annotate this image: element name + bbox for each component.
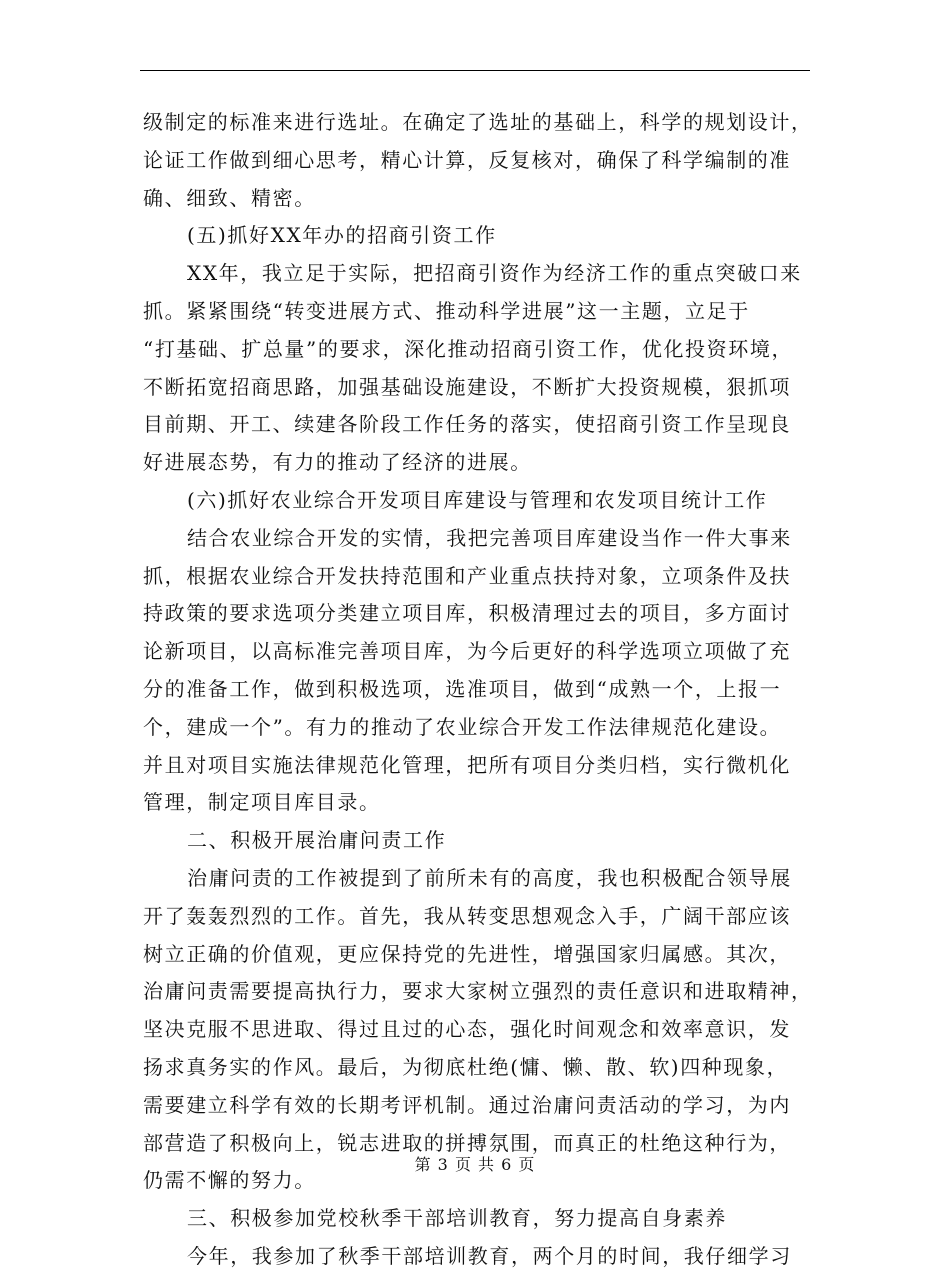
text-line: 三、积极参加党校秋季干部培训教育，努力提高自身素养 [187,1206,727,1231]
text-line: 二、积极开展治庸问责工作 [187,828,447,853]
text-line: 坚决克服不思进取、得过且过的心态，强化时间观念和效率意识，发 [143,1017,791,1042]
text-line: XX年，我立足于实际，把招商引资作为经济工作的重点突破口来 [187,261,802,286]
text-line: 仍需不懈的努力。 [143,1168,316,1193]
text-line: 抓，根据农业综合开发扶持范围和产业重点扶持对象，立项条件及扶 [143,563,791,588]
text-line: 并且对项目实施法律规范化管理，把所有项目分类归档，实行微机化 [143,752,791,777]
text-line: 级制定的标准来进行选址。在确定了选址的基础上，科学的规划设计， [143,110,813,134]
text-line: 树立正确的价值观，更应保持党的先进性，增强国家归属感。其次， [143,941,791,966]
page-number-footer: 第 3 页 共 6 页 [414,1155,536,1174]
text-line: 个，建成一个”。有力的推动了农业综合开发工作法律规范化建设。 [143,714,782,739]
text-line: 需要建立科学有效的长期考评机制。通过治庸问责活动的学习，为内 [143,1092,791,1117]
text-line: 好进展态势，有力的推动了经济的进展。 [143,450,532,475]
text-line: 抓。紧紧围绕“转变进展方式、推动科学进展”这一主题，立足于 [143,298,750,323]
header-rule [140,70,810,71]
text-line: 结合农业综合开发的实情，我把完善项目库建设当作一件大事来 [187,525,792,550]
text-line: 论证工作做到细心思考，精心计算，反复核对，确保了科学编制的准 [143,147,791,172]
text-line: 论新项目，以高标准完善项目库，为今后更好的科学选项立项做了充 [143,639,791,664]
text-line: 确、细致、精密。 [143,185,316,210]
text-line: 不断拓宽招商思路，加强基础设施建设，不断扩大投资规模，狠抓项 [143,374,791,399]
text-line: 分的准备工作，做到积极选项，选准项目，做到“成熟一个，上报一 [143,676,782,701]
text-line: 持政策的要求选项分类建立项目库，积极清理过去的项目，多方面讨 [143,601,791,626]
text-line: 部营造了积极向上，锐志进取的拼搏氛围，而真正的杜绝这种行为， [143,1130,791,1155]
text-line: (六)抓好农业综合开发项目库建设与管理和农发项目统计工作 [187,487,768,512]
text-line: 目前期、开工、续建各阶段工作任务的落实，使招商引资工作呈现良 [143,412,791,437]
text-line: 治庸问责的工作被提到了前所未有的高度，我也积极配合领导展 [187,865,792,890]
text-line: 今年，我参加了秋季干部培训教育，两个月的时间，我仔细学习 [187,1243,792,1268]
text-line: 管理，制定项目库目录。 [143,790,381,815]
text-line: “打基础、扩总量”的要求，深化推动招商引资工作，优化投资环境， [143,336,794,361]
document-body [143,104,811,1276]
text-line: 扬求真务实的作风。最后，为彻底杜绝(慵、懒、散、软)四种现象， [143,1054,789,1079]
text-line: 开了轰轰烈烈的工作。首先，我从转变思想观念入手，广阔干部应该 [143,903,791,928]
text-line: (五)抓好XX年办的招商引资工作 [187,223,497,248]
text-line: 治庸问责需要提高执行力，要求大家树立强烈的责任意识和进取精神， [143,979,813,1004]
